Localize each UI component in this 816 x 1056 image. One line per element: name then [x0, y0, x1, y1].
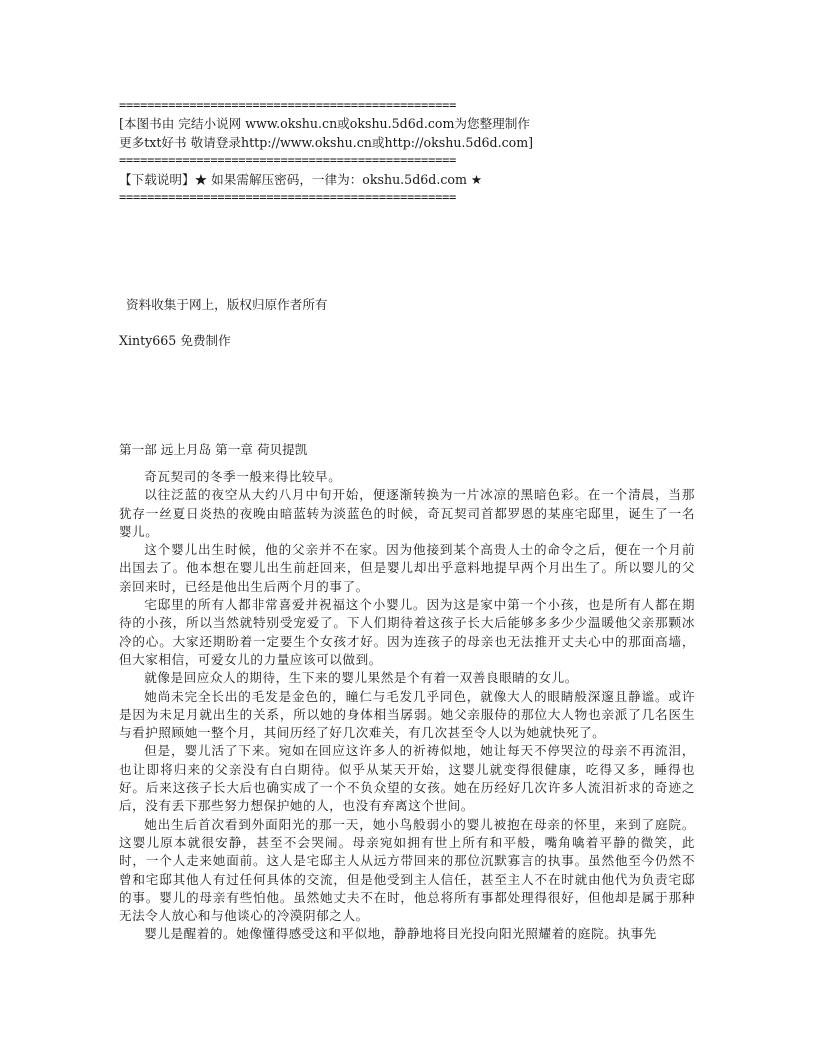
paragraph: 奇瓦契司的冬季一般来得比较早。	[144, 469, 342, 484]
paragraph: 宅邸里的所有人都非常喜爱并祝福这个小婴儿。因为这是家中第一个小孩，也是所有人都在期待的小孩，所以当然就特别受宠爱了。下人们期待着这孩子长大后能够多多少少温暖他父亲那颗冰冷的心。大家还期盼着一定要生个女孩才好。因为连孩子的母亲也无法推开丈夫心中的那面高墙，但大家相信，可爱女儿的力量应该可以做到。	[119, 597, 695, 667]
download-note: 【下载说明】★ 如果需解压密码，一律为：okshu.5d6d.com ★	[119, 172, 483, 187]
header-website-line: 更多txt好书 敬请登录http://www.okshu.cn或http://okshu.5d6d.com]	[119, 135, 534, 150]
copyright-notice: 资料收集于网上，版权归原作者所有	[126, 297, 328, 312]
paragraph: 她尚未完全长出的毛发是金色的，瞳仁与毛发几乎同色，就像大人的眼睛般深邃且静谧。或许是因为未足月就出生的关系，所以她的身体相当孱弱。她父亲服侍的那位大人物也亲派了几名医生与看护照顾她一整个月，其间历经了好几次难关，有几次甚至令人以为她就快死了。	[119, 688, 695, 741]
header-separator-middle: ================================================	[119, 153, 457, 167]
paragraph: 但是，婴儿活了下来。宛如在回应这许多人的祈祷似地，她让每天不停哭泣的母亲不再流泪，也让即将归来的父亲没有白白期待。似乎从某天开始，这婴儿就变得很健康，吃得又多，睡得也好。后来这孩子长大后也确实成了一个不负众望的女孩。她在历经好几次许多人流泪祈求的奇迹之后，没有丢下那些努力想保护她的人，也没有弃离这个世间。	[119, 743, 695, 814]
paragraph: 这个婴儿出生时候，他的父亲并不在家。因为他接到某个高贵人士的命令之后，便在一个月前出国去了。他本想在婴儿出生前赶回来，但是婴儿却出乎意料地提早两个月出生了。所以婴儿的父亲回来时，已经是他出生后两个月的事了。	[119, 542, 695, 594]
paragraph: 以往泛蓝的夜空从大约八月中旬开始，便逐渐转换为一片冰凉的黑暗色彩。在一个清晨，当那犹存一丝夏日炎热的夜晚由暗蓝转为淡蓝色的时候，奇瓦契司首都罗恩的某座宅邸里，诞生了一名婴儿。	[119, 487, 695, 539]
paragraph: 就像是回应众人的期待，生下来的婴儿果然是个有着一双善良眼睛的女儿。	[144, 670, 578, 686]
header-separator-top: ================================================	[119, 98, 457, 112]
paragraph: 她出生后首次看到外面阳光的那一天，她小鸟般弱小的婴儿被抱在母亲的怀里，来到了庭院。这婴儿原本就很安静，甚至不会哭闹。母亲宛如拥有世上所有和平般，嘴角噙着平静的微笑，此时，一个人走来她面前。这人是宅邸主人从远方带回来的那位沉默寡言的执事。虽然他至今仍然不曾和宅邸其他人有过任何具体的交流，但是他受到主人信任，甚至主人不在时就由他代为负责宅邸的事。婴儿的母亲有些怕他。虽然她丈夫不在时，他总将所有事都处理得很好，但他却是属于那种无法令人放心和与他谈心的冷漠阴郁之人。	[119, 816, 695, 924]
header-source-line: [本图书由 完结小说网 www.okshu.cn或okshu.5d6d.com为您整理制作	[119, 116, 530, 131]
maker-credit: Xinty665 免费制作	[119, 333, 231, 348]
paragraph: 婴儿是醒着的。她像懂得感受这和平似地，静静地将目光投向阳光照耀着的庭院。执事先	[144, 926, 657, 942]
chapter-heading: 第一部 远上月岛 第一章 荷贝提凯	[119, 442, 308, 457]
header-separator-bottom: ================================================	[119, 190, 457, 204]
chapter-body	[119, 468, 695, 944]
